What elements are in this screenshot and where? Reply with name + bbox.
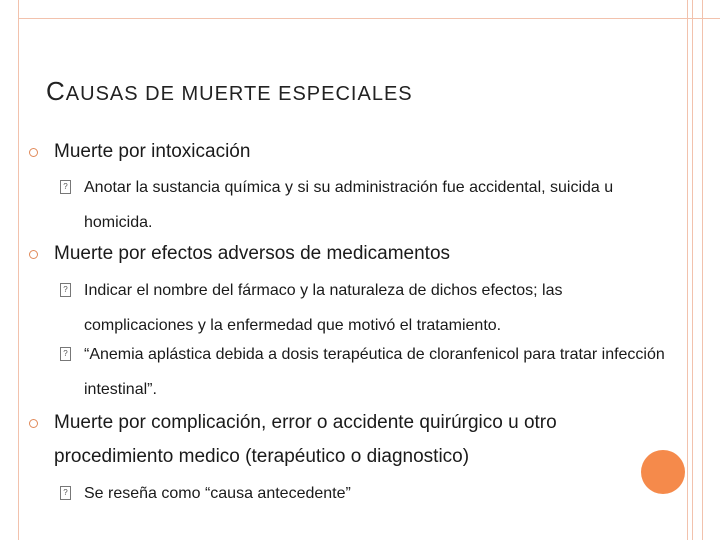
bullet-heading: Muerte por efectos adversos de medicamentos: [54, 243, 451, 264]
box-bullet-icon: ?: [60, 347, 71, 361]
sub-bullet-item: [63, 337, 674, 407]
title-initial: C: [46, 76, 66, 106]
circle-bullet-icon: [29, 148, 38, 157]
sub-bullet-item: [63, 170, 679, 240]
title-rest: AUSAS DE MUERTE ESPECIALES: [65, 83, 413, 105]
sub-bullet-item: [63, 476, 644, 511]
box-bullet-icon: ?: [60, 283, 71, 297]
sub-bullet-text: Anotar la sustancia química y si su administración fue accidental, suicida u homicida.: [84, 179, 614, 231]
bullet-item: [54, 135, 654, 169]
box-bullet-icon: ?: [60, 486, 71, 500]
circle-bullet-icon: [29, 250, 38, 259]
bullet-heading: Muerte por complicación, error o accidente quirúrgico u otro procedimiento medico (terapéutico o diagnostico): [54, 412, 557, 467]
sub-bullet-item: [63, 273, 659, 343]
sub-bullet-text: Se reseña como “causa antecedente”: [84, 485, 351, 502]
sub-bullet-text: “Anemia aplástica debida a dosis terapéutica de cloranfenicol para tratar infección intestinal”.: [84, 346, 665, 398]
accent-circle: [641, 450, 685, 494]
bullet-item: [54, 406, 644, 474]
bullet-item: [54, 237, 654, 271]
box-bullet-icon: ?: [60, 180, 71, 194]
bullet-heading: Muerte por intoxicación: [54, 141, 251, 162]
circle-bullet-icon: [29, 419, 38, 428]
sub-bullet-text: Indicar el nombre del fármaco y la naturaleza de dichos efectos; las complicaciones y la enfermedad que motivó el tratamiento.: [84, 282, 563, 334]
